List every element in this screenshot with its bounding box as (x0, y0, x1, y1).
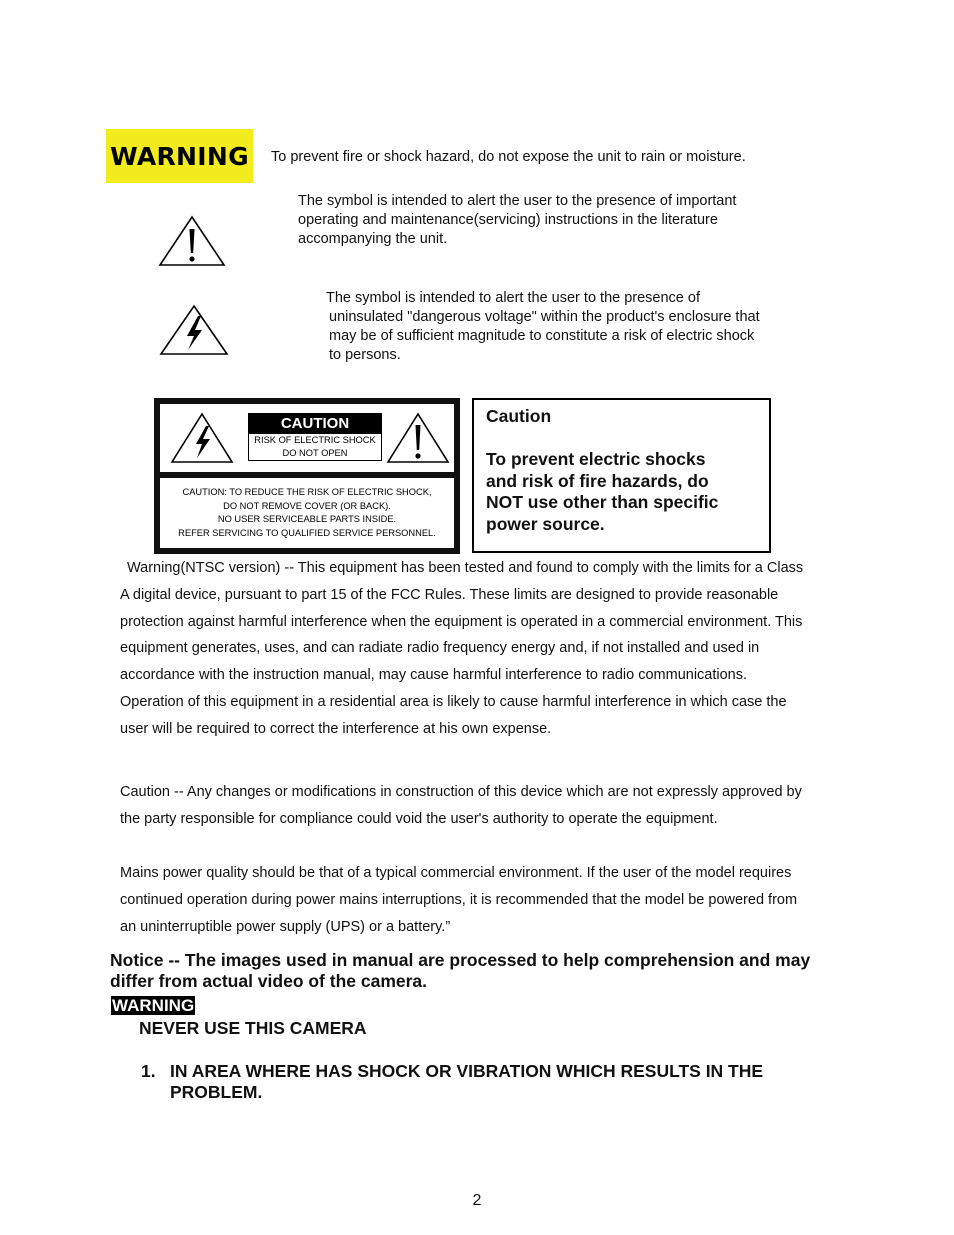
lightning-triangle-icon (170, 412, 234, 464)
never-use-heading: NEVER USE THIS CAMERA (139, 1018, 367, 1038)
symbol-1-description: The symbol is intended to alert the user to the presence of important operating and maintenance(servicing) instructions in the literature accompanying the unit. (298, 193, 737, 247)
list-item-number: 1. (141, 1061, 156, 1081)
warning-badge: WARNING (106, 129, 253, 183)
caution-label-box: CAUTION RISK OF ELECTRIC SHOCK DO NOT OPEN (248, 413, 382, 461)
fcc-paragraph: Warning(NTSC version) -- This equipment has been tested and found to comply with the limits for a Class A digital device, pursuant to part 15 of the FCC Rules. These limits are designed to provide reasonable protection against harmful interference when the equipment is operated in a commercial environment. This equipment generates, uses, and can radiate radio frequency energy and, if not installed and used in accordance with the instruction manual, may cause harmful interference to radio communications. Operation of this equipment in a residential area is likely to cause harmful interference in which case the user will be required to correct the interference at his own expense. (120, 560, 804, 737)
moisture-warning-text: To prevent fire or shock hazard, do not expose the unit to rain or moisture. (271, 149, 746, 165)
list-item: IN AREA WHERE HAS SHOCK OR VIBRATION WHICH RESULTS IN THE PROBLEM. (170, 1061, 764, 1102)
caution-label: CAUTION RISK OF ELECTRIC SHOCK DO NOT OPEN CAUTION: TO REDUCE THE RISK OF ELECTRIC SHOCK, DO NOT REMOVE COVER (OR BACK). NO USER SERVICEABLE PARTS INSIDE. REFER SERVICING TO QUALIFIED SERVICE PERSONNEL. (154, 398, 460, 554)
mains-power-paragraph: Mains power quality should be that of a typical commercial environment. If the user of the model requires continued operation during power mains interruptions, it is recommended that the model be powered from an uninterruptible power supply (UPS) or a battery.” (120, 865, 798, 935)
warning-heading: WARNING (112, 996, 195, 1015)
modification-caution-paragraph: Caution -- Any changes or modifications in construction of this device which are not expressly approved by the party responsible for compliance could void the user's authority to operate the equipment. (120, 784, 802, 827)
symbol-2-description: The symbol is intended to alert the user to the presence of uninsulated "dangerous voltage" within the product's enclosure that may be of sufficient magnitude to constitute a risk of electric shock to persons. (326, 290, 760, 363)
page-number: 2 (472, 1192, 482, 1209)
notice-text: Notice -- The images used in manual are processed to help comprehension and may differ from actual video of the camera. (110, 950, 811, 991)
lightning-triangle-icon (159, 304, 229, 356)
caution-text-box: Caution To prevent electric shocks and risk of fire hazards, do NOT use other than specific power source. (472, 398, 771, 553)
exclamation-triangle-icon (386, 412, 450, 464)
caution-box-title: Caution (486, 406, 552, 426)
exclamation-triangle-icon (158, 215, 226, 267)
